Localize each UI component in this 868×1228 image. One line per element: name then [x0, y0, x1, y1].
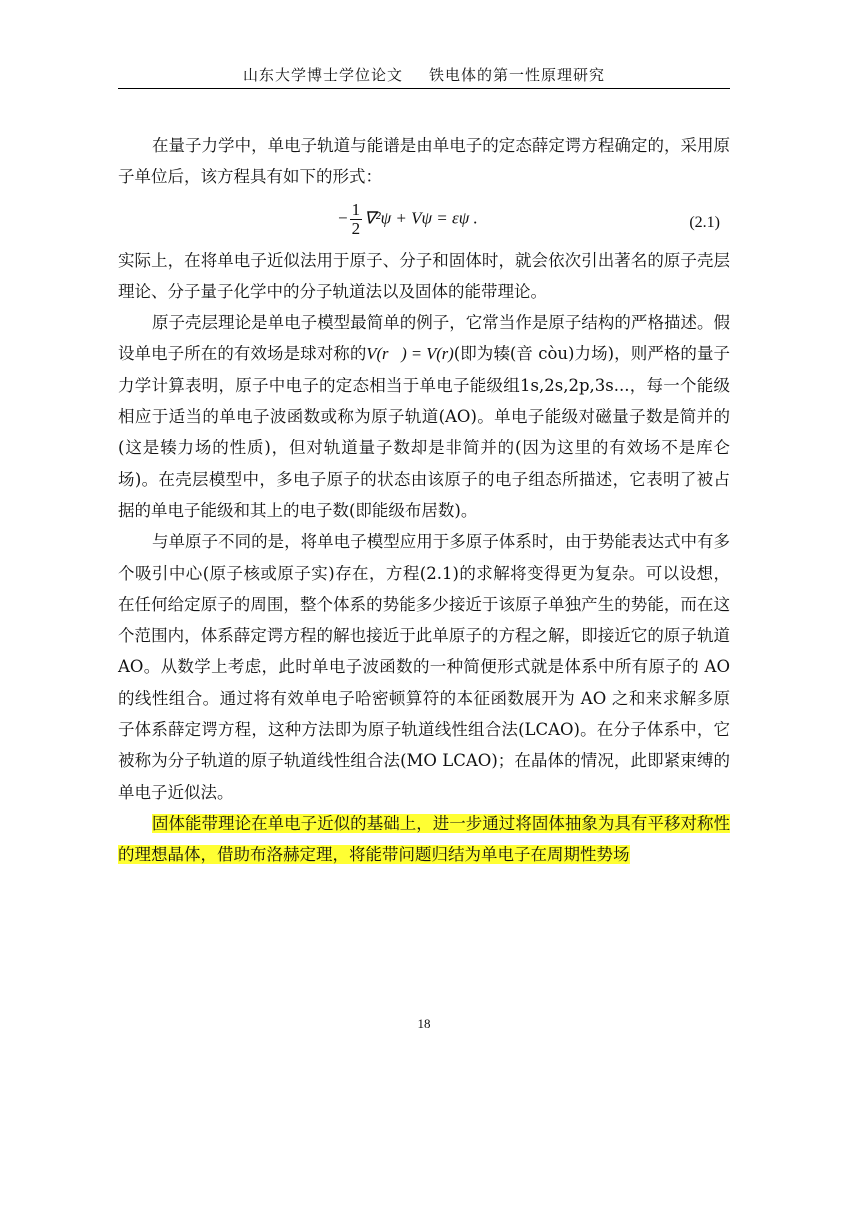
paragraph-3-math: V(r⃗) = V(r)	[366, 344, 454, 364]
paragraph-2: 实际上，在将单电子近似法用于原子、分子和固体时，就会依次引出著名的原子壳层理论、分子量子化学中的分子轨道法以及固体的能带理论。	[118, 250, 730, 301]
header-rule	[118, 88, 730, 89]
fraction-numerator: 1	[351, 199, 361, 219]
running-header	[118, 64, 730, 85]
page-number: 18	[417, 1016, 431, 1031]
paragraph-3-text-a: 原子壳层理论是单电子模型最简单的例子，它常当作是原子结构的严格描述。假设单电子所在的有效场是球对称的	[118, 313, 730, 364]
equation-number: (2.1)	[689, 213, 720, 231]
equation-body: ∇²ψ + Vψ = εψ .	[364, 208, 478, 227]
paragraph-5	[118, 808, 730, 871]
paragraph-3	[118, 307, 730, 526]
equation-expression	[338, 201, 478, 238]
paragraph-3-text-b: (即为辏(音 còu)力场)，则严格的量子力学计算表明，原子中电子的定态相当于单电子能级组1s,2s,2p,3s...，每一个能级相应于适当的单电子波函数或称为原子轨道(AO)。单电子能级对磁量子数是简并的(这是辏力场的性质)，但对轨道量子数却是非简并的(因为这里的有效场不是库仑场)。在壳层模型中，多电子原子的状态由该原子的电子组态所描述，它表明了被占据的单电子能级和其上的电子数(即能级布居数)。	[118, 344, 731, 520]
fraction-denominator: 2	[351, 218, 361, 238]
equation-2-1	[118, 193, 730, 245]
page-body	[118, 130, 730, 871]
header-chapter-title: 铁电体的第一性原理研究	[429, 66, 606, 84]
header-thesis-title: 山东大学博士学位论文	[242, 66, 403, 84]
paragraph-4: 与单原子不同的是，将单电子模型应用于多原子体系时，由于势能表达式中有多个吸引中心(原子核或原子实)存在，方程(2.1)的求解将变得更为复杂。可以设想，在任何给定原子的周围，整个体系的势能多少接近于该原子单独产生的势能，而在这个范围内，体系薛定谔方程的解也接近于此单原子的方程之解，即接近它的原子轨道 AO。从数学上考虑，此时单电子波函数的一种简便形式就是体系中所有原子的 AO 的线性组合。通过将有效单电子哈密顿算符的本征函数展开为 AO 之和来求解多原子体系薛定谔方程，这种方法即为原子轨道线性组合法(LCAO)。在分子体系中，它被称为分子轨道的原子轨道线性组合法(MO LCAO)；在晶体的情况，此即紧束缚的单电子近似法。	[118, 532, 730, 802]
equation-minus: −	[338, 208, 348, 227]
paragraph-1: 在量子力学中，单电子轨道与能谱是由单电子的定态薛定谔方程确定的，采用原子单位后，该方程具有如下的形式：	[118, 136, 730, 187]
equation-fraction	[350, 201, 363, 238]
highlighted-text: 固体能带理论在单电子近似的基础上，进一步通过将固体抽象为具有平移对称性的理想晶体，借助布洛赫定理，将能带问题归结为单电子在周期性势场	[118, 813, 730, 865]
